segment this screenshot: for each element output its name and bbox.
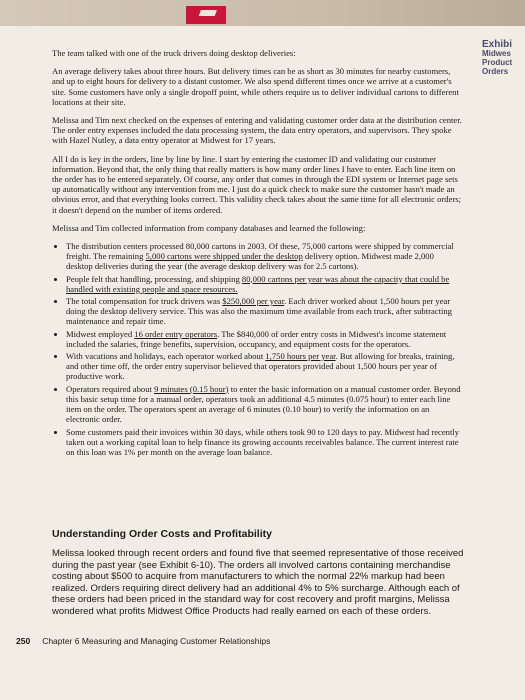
operator-quote: All I do is key in the orders, line by line by line. I start by entering the customer ID and validating our customer information. Beyond that, the only thing that really matters is how many order lines I have to enter. Each line item on the order has to be entered separately. Of course, any order that comes in through the EDI system or Internet page sets up automatically without any intervention from me. I just do a quick check to make sure the customer hasn't made an obvious error, and that everything looks correct. This validity check takes about the same time for all electronic orders; it doesn't depend on the number of items ordered.	[52, 153, 462, 215]
page-number: 250	[16, 636, 31, 646]
exhibit-line-2: Product	[482, 58, 513, 67]
list-item: • The total compensation for truck drivers was $250,000 per year. Each driver worked about 1,500 hours per year doing the desktop delivery service. This was also the maximum time available from each truck, after subtracting maintenance and repair time.	[66, 296, 462, 327]
facts-list	[52, 241, 462, 457]
main-text	[52, 48, 462, 465]
top-band	[0, 0, 525, 26]
list-item: • Operators required about 9 minutes (0.15 hour) to enter the basic information on a manual customer order. Beyond this basic setup time for a manual order, operators took an additional 4.5 minutes (0.075 hour) to enter each line item on the order. The operators spent an average of 6 minutes (0.10 hour) to verify the information on an electronic order.	[66, 384, 462, 425]
page-footer	[16, 636, 496, 646]
exhibit-line-3: Orders	[482, 67, 509, 76]
list-item: • With vacations and holidays, each operator worked about 1,750 hours per year. But allowing for breaks, training, and other time off, the order entry supervisor believed that operators provided about 1,500 hours per year of productive work.	[66, 351, 462, 382]
list-item: • The distribution centers processed 80,000 cartons in 2003. Of these, 75,000 cartons were shipped by commercial freight. The remaining 5,000 cartons were shipped under the desktop delivery option. Midwest made 2,000 desktop deliveries during the year (the average desktop delivery was for 2.5 cartons).	[66, 241, 462, 272]
exhibit-label: Exhibi	[482, 39, 513, 50]
list-item: • People felt that handling, processing, and shipping 80,000 cartons per year was about the capacity that could be handled with existing people and space resources.	[66, 274, 462, 294]
intro-paragraph: The team talked with one of the truck drivers doing desktop deliveries:	[52, 48, 296, 58]
exhibit-line-1: Midwes	[482, 49, 511, 58]
publisher-logo-icon	[186, 6, 226, 24]
chapter-title: Chapter 6 Measuring and Managing Customer Relationships	[42, 636, 271, 646]
driver-quote: An average delivery takes about three hours. But delivery times can be as short as 30 minutes for nearby customers, and up to eight hours for delivery to a distant customer. We also spend different times once we arrive at a customer's site. Some customers have only a single dropoff point, while others require us to deliver individual cartons to different locations at their site.	[52, 66, 459, 107]
data-lead-paragraph: Melissa and Tim collected information from company databases and learned the following:	[52, 222, 366, 233]
order-entry-paragraph: Melissa and Tim next checked on the expenses of entering and validating customer order data at the distribution center. The order entry expenses included the data processing system, the data entry operators, and supervisors. They spoke with Hazel Nutley, a data entry operator at Midwest for 17 years.	[52, 115, 462, 146]
section-heading: Understanding Order Costs and Profitability	[52, 528, 272, 540]
list-item: • Some customers paid their invoices within 30 days, while others took 90 to 120 days to pay. Midwest had recently taken out a working capital loan to help finance its growing accounts receivables balance. The current interest rate on this loan was 1% per month on the average loan balance.	[66, 427, 462, 458]
exhibit-sidebar	[482, 40, 525, 76]
list-item: • Midwest employed 16 order entry operators. The $840,000 of order entry costs in Midwest's income statement included the salaries, fringe benefits, supervision, occupancy, and equipment costs for the operators.	[66, 329, 462, 349]
section-body: Melissa looked through recent orders and found five that seemed representative of those received during the past year (see Exhibit 6-10). The orders all involved cartons containing merchandise costing about $500 to acquire from manufacturers to which the normal 22% markup had been realized. Orders requiring direct delivery had an additional 4% to 5% surcharge. Although each of these orders had been priced in the standard way for cost recovery and profit margins, Melissa wondered what profits Midwest Office Products had really earned on each of these orders.	[52, 548, 464, 617]
